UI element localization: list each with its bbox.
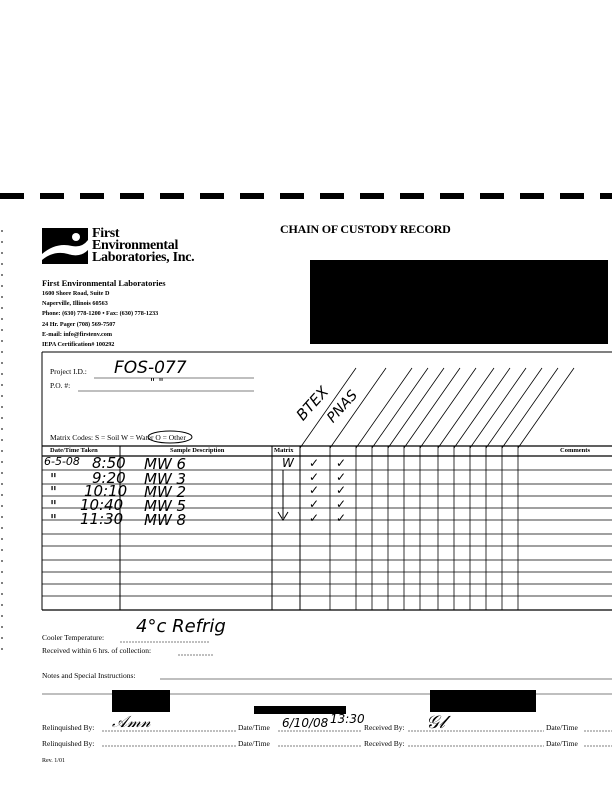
datetime-label-4: Date/Time xyxy=(546,739,578,748)
project-id-value[interactable]: FOS-077 xyxy=(114,358,187,378)
lab-phone: Phone: (630) 778-1200 • Fax: (630) 778-1233 xyxy=(42,310,159,318)
datetime-label-1: Date/Time xyxy=(238,723,270,732)
logo-line-3: Laboratories, Inc. xyxy=(92,250,195,265)
column-header-matrix: Matrix xyxy=(274,447,294,454)
received-by-label-2: Received By: xyxy=(364,739,405,748)
row-2-date[interactable]: " xyxy=(50,470,57,488)
column-header-comments: Comments xyxy=(560,447,590,454)
redaction-block-header xyxy=(310,260,608,344)
tear-dashed-line xyxy=(0,190,612,202)
row-1-analysis-2[interactable]: ✓ xyxy=(336,456,347,470)
datetime-label-2: Date/Time xyxy=(546,723,578,732)
po-value[interactable]: " " xyxy=(150,376,164,389)
row-1-time[interactable]: 8:50 xyxy=(92,454,126,472)
row-4-time[interactable]: 10:40 xyxy=(80,496,124,514)
signature-lines xyxy=(0,730,612,748)
row-5-sample[interactable]: MW 8 xyxy=(144,511,187,529)
notes-label: Notes and Special Instructions: xyxy=(42,671,136,680)
row-4-date[interactable]: " xyxy=(50,497,57,515)
row-5-analysis-1[interactable]: ✓ xyxy=(309,511,320,525)
row-5-time[interactable]: 11:30 xyxy=(80,510,124,528)
cooler-temp-underline xyxy=(120,641,210,643)
relinquished-date-1[interactable]: 6/10/08 xyxy=(282,716,329,730)
row-1-matrix[interactable]: W xyxy=(282,456,294,470)
row-5-date[interactable]: " xyxy=(50,511,57,529)
lab-certification: IEPA Certification# 100292 xyxy=(42,341,115,349)
received-signature-1: 𝒢𝓁 xyxy=(426,712,445,733)
cooler-temp-label: Cooler Temperature: xyxy=(42,633,105,642)
lab-pager: 24 Hr. Pager (708) 569-7507 xyxy=(42,320,116,328)
row-1-date[interactable]: 6-5-08 xyxy=(44,455,80,468)
received-within-underline xyxy=(178,654,214,656)
lab-logo xyxy=(42,228,202,272)
received-by-label-1: Received By: xyxy=(364,723,405,732)
logo-line-1: First xyxy=(92,226,120,241)
row-4-sample[interactable]: MW 5 xyxy=(144,497,187,515)
lab-address-block xyxy=(42,277,166,350)
row-3-analysis-2[interactable]: ✓ xyxy=(336,483,347,497)
row-2-sample[interactable]: MW 3 xyxy=(144,470,187,488)
row-3-time[interactable]: 10:10 xyxy=(84,482,128,500)
row-2-time[interactable]: 9:20 xyxy=(92,469,126,487)
po-label: P.O. #: xyxy=(50,381,71,390)
row-4-analysis-2[interactable]: ✓ xyxy=(336,497,347,511)
relinquished-time-1[interactable]: 13:30 xyxy=(330,712,365,726)
analysis-1: BTEX xyxy=(292,382,333,424)
relinquished-by-label-2: Relinquished By: xyxy=(42,739,95,748)
page-title: CHAIN OF CUSTODY RECORD xyxy=(280,222,451,236)
row-3-sample[interactable]: MW 2 xyxy=(144,483,187,501)
row-1-analysis-1[interactable]: ✓ xyxy=(309,456,320,470)
logo-wordmark xyxy=(92,228,194,264)
received-within-label: Received within 6 hrs. of collection: xyxy=(42,646,152,655)
lab-address-line-2: Naperville, Illinois 60563 xyxy=(42,300,108,308)
row-2-analysis-1[interactable]: ✓ xyxy=(309,470,320,484)
row-4-analysis-1[interactable]: ✓ xyxy=(309,497,320,511)
lab-address-line-1: 1600 Shore Road, Suite D xyxy=(42,290,110,297)
relinquished-by-label-1: Relinquished By: xyxy=(42,723,95,732)
logo-line-2: Environmental xyxy=(92,238,179,253)
cooler-temp-value[interactable]: 4°c Refrig xyxy=(136,616,226,637)
relinquished-signature-1: 𝒜𝓂𝓃 xyxy=(112,712,151,731)
matrix-codes-legend: Matrix Codes: S = Soil W = Water O = Other xyxy=(50,433,186,442)
column-header-datetime: Date/Time Taken xyxy=(50,447,98,454)
analysis-2: PNAS xyxy=(324,387,362,426)
row-2-analysis-2[interactable]: ✓ xyxy=(336,470,347,484)
lab-email: E-mail: info@firstenv.com xyxy=(42,330,113,338)
project-id-label: Project I.D.: xyxy=(50,367,87,376)
notes-lines xyxy=(42,678,612,698)
logo-mark-icon xyxy=(42,228,88,264)
lab-name: First Environmental Laboratories xyxy=(42,278,166,288)
row-3-date[interactable]: " xyxy=(50,483,57,501)
row-1-sample[interactable]: MW 6 xyxy=(144,455,187,473)
revision-label: Rev. 1/01 xyxy=(42,758,65,764)
column-header-sample: Sample Description xyxy=(170,447,225,454)
row-5-analysis-2[interactable]: ✓ xyxy=(336,511,347,525)
datetime-label-3: Date/Time xyxy=(238,739,270,748)
row-3-analysis-1[interactable]: ✓ xyxy=(309,483,320,497)
